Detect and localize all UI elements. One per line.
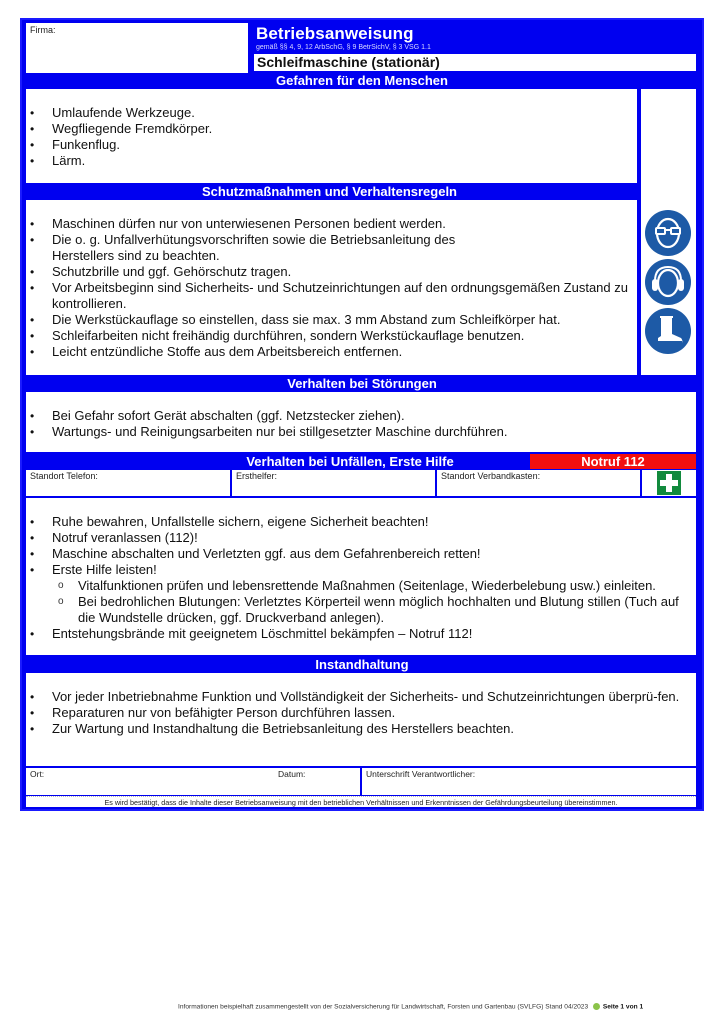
list-item: • Entstehungsbrände mit geeignetem Löschmittel bekämpfen – Notruf 112! [26, 626, 696, 642]
list-item: • Ruhe bewahren, Unfallstelle sichern, eigene Sicherheit beachten! [26, 514, 696, 530]
list-item: • Schutzbrille und ggf. Gehörschutz tragen. [26, 264, 637, 280]
location-date-field[interactable] [26, 768, 360, 795]
list-item [26, 562, 696, 626]
hazards-list [26, 89, 637, 169]
legal-basis: gemäß §§ 4, 9, 12 ArbSchG, § 9 BetrSichV, § 3 VSG 1.1 [256, 44, 431, 51]
emergency-call-badge: Notruf 112 [530, 454, 696, 469]
safety-boots-icon [645, 308, 691, 354]
list-item: • Die o. g. Unfallverhütungsvorschriften sowie die Betriebsanleitung des Herstellers sind zu beachten. [26, 232, 637, 264]
first-aid-kit-location-label: Standort Verbandkasten: [441, 471, 541, 481]
list-item: • Notruf veranlassen (112)! [26, 530, 696, 546]
first-aid-kit-location-field[interactable] [437, 470, 640, 496]
section-header-hazards: Gefahren für den Menschen [276, 73, 448, 88]
accidents-content [26, 498, 696, 655]
machine-name-box [254, 54, 696, 71]
first-aid-cross-icon [657, 471, 681, 495]
list-item: • Maschinen dürfen nur von unterwiesenen Personen bedient werden. [26, 216, 637, 232]
list-item: • Lärm. [26, 153, 637, 169]
list-item: • Wartungs- und Reinigungsarbeiten nur bei stillgesetzter Maschine durchführen. [26, 424, 696, 440]
protective-measures-content [26, 200, 637, 375]
operating-instruction-frame [20, 18, 704, 811]
list-item: • Wegfliegende Fremdkörper. [26, 121, 637, 137]
list-item: • Funkenflug. [26, 137, 637, 153]
maintenance-list [26, 673, 696, 737]
confirmation-text: Es wird bestätigt, dass die Inhalte dieser Betriebsanweisung mit den betrieblichen Verhältnissen und Erkenntnissen der Gefährdungsbeurteilung übereinstimmen. [26, 796, 696, 807]
list-item: • Umlaufende Werkzeuge. [26, 105, 637, 121]
signature-field[interactable] [362, 768, 696, 795]
date-label: Datum: [278, 769, 306, 779]
first-aider-field[interactable] [232, 470, 435, 496]
location-label: Ort: [30, 769, 45, 779]
company-label: Firma: [30, 25, 56, 35]
malfunctions-list [26, 392, 696, 440]
machine-name: Schleifmaschine (stationär) [257, 54, 440, 70]
list-item: • Vor Arbeitsbeginn sind Sicherheits- und Schutzeinrichtungen auf den ordnungsgemäßen Zustand zu kontrollieren. [26, 280, 637, 312]
document-title: Betriebsanweisung [256, 24, 414, 43]
list-item-text: Erste Hilfe leisten! [52, 562, 157, 577]
list-item: • Bei Gefahr sofort Gerät abschalten (ggf. Netzstecker ziehen). [26, 408, 696, 424]
maintenance-content [26, 673, 696, 766]
list-item: • Leicht entzündliche Stoffe aus dem Arbeitsbereich entfernen. [26, 344, 637, 360]
eye-protection-icon [645, 210, 691, 256]
accidents-list [26, 498, 696, 642]
page-number: Seite 1 von 1 [602, 1003, 644, 1011]
section-header-malfunctions: Verhalten bei Störungen [287, 376, 437, 391]
svlfg-logo-icon [593, 1003, 600, 1010]
location-phone-label: Standort Telefon: [30, 471, 98, 481]
hearing-protection-icon [645, 259, 691, 305]
location-phone-field[interactable] [26, 470, 230, 496]
list-item: • Vor jeder Inbetriebnahme Funktion und Vollständigkeit der Sicherheits- und Schutzeinrichtungen überprü-fen. [26, 689, 686, 705]
signature-label: Unterschrift Verantwortlicher: [366, 769, 476, 779]
company-field[interactable] [26, 23, 248, 73]
page-footer [178, 1003, 643, 1010]
list-item: • Schleifarbeiten nicht freihändig durchführen, sondern Werkstückauflage benutzen. [26, 328, 637, 344]
sub-list-item: o Bei bedrohlichen Blutungen: Verletztes Körperteil wenn möglich hochhalten und Blutung stillen (Tuch auf die Wundstelle drücken, ggf. Druckverband anlegen). [52, 594, 696, 626]
list-item: • Die Werkstückauflage so einstellen, dass sie max. 3 mm Abstand zum Schleifkörper hat. [26, 312, 637, 328]
section-header-protective-measures: Schutzmaßnahmen und Verhaltensregeln [202, 184, 457, 199]
footer-info: Informationen beispielhaft zusammengestellt von der Sozialversicherung für Landwirtschaft, Forsten und Gartenbau (SVLFG) Stand 04/2023 [178, 1003, 589, 1011]
protective-measures-list [26, 200, 637, 360]
first-aid-sublist [52, 578, 696, 626]
list-item: • Maschine abschalten und Verletzten ggf. aus dem Gefahrenbereich retten! [26, 546, 696, 562]
list-item: • Zur Wartung und Instandhaltung die Betriebsanleitung des Herstellers beachten. [26, 721, 686, 737]
hazards-content [26, 89, 637, 183]
malfunctions-content [26, 392, 696, 452]
first-aider-label: Ersthelfer: [236, 471, 278, 481]
list-item: • Reparaturen nur von befähigter Person durchführen lassen. [26, 705, 686, 721]
sub-list-item: o Vitalfunktionen prüfen und lebensrettende Maßnahmen (Seitenlage, Wiederbelebung usw.) einleiten. [52, 578, 696, 594]
first-aid-symbol-cell [642, 470, 696, 496]
section-header-accidents: Verhalten bei Unfällen, Erste Hilfe [246, 454, 454, 469]
pictogram-column [641, 89, 696, 375]
section-header-maintenance: Instandhaltung [315, 657, 409, 672]
